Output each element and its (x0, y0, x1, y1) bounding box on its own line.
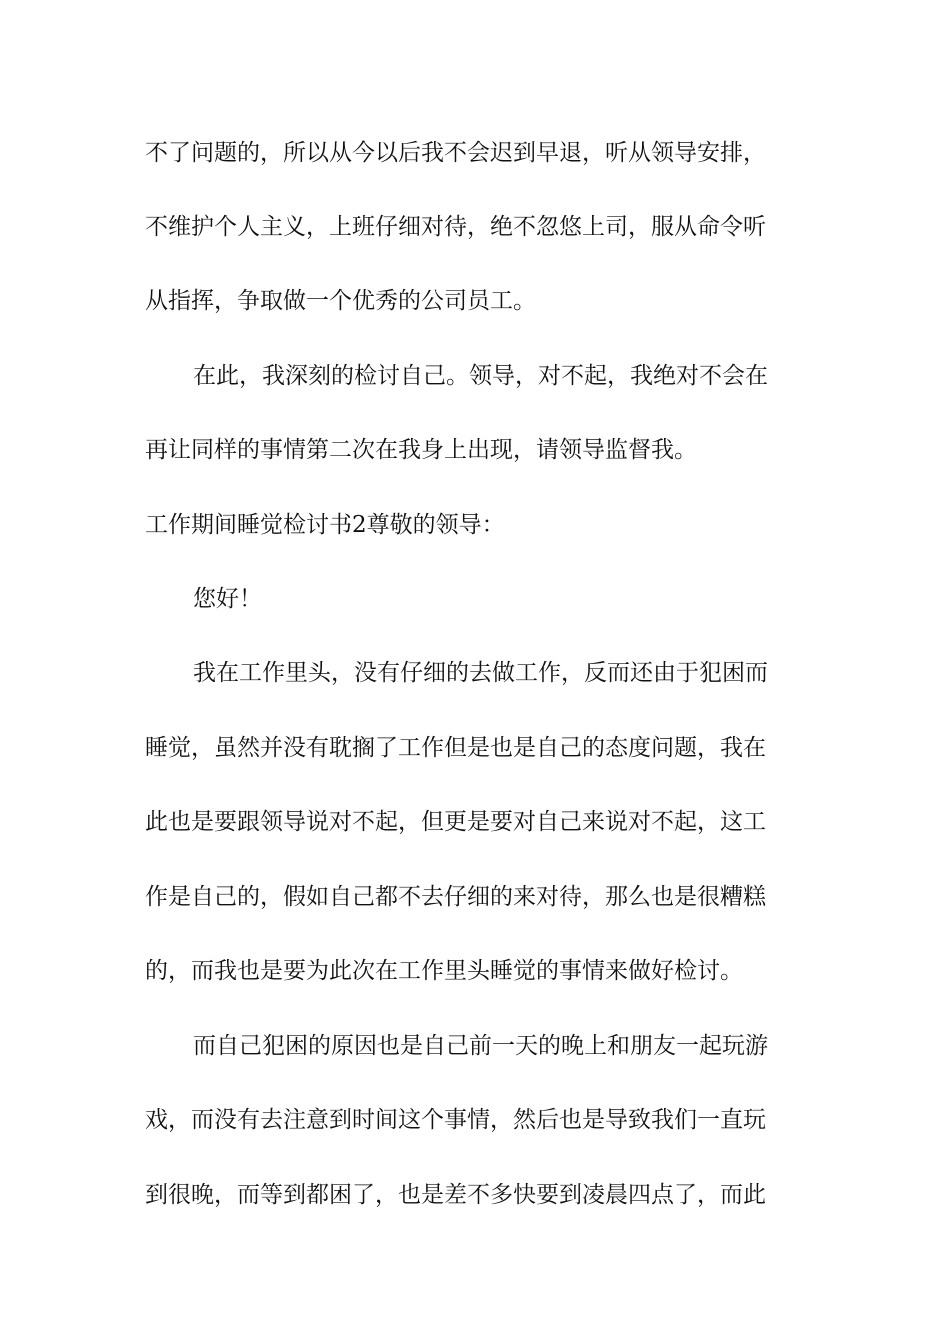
text-line: 不了问题的，所以从今以后我不会迟到早退，听从领导安排， (145, 140, 766, 166)
section-heading: 工作期间睡觉检讨书2尊敬的领导： (145, 512, 505, 538)
text-line: 在此，我深刻的检讨自己。领导，对不起，我绝对不会在 (193, 363, 768, 389)
text-line: 而自己犯困的原因也是自己前一天的晚上和朋友一起玩游 (193, 1033, 768, 1059)
text-line: 戏，而没有去注意到时间这个事情，然后也是导致我们一直玩 (145, 1107, 766, 1133)
text-line: 的，而我也是要为此次在工作里头睡觉的事情来做好检讨。 (145, 958, 743, 984)
text-line: 此也是要跟领导说对不起，但更是要对自己来说对不起，这工 (145, 809, 766, 835)
text-line: 到很晚，而等到都困了，也是差不多快要到凌晨四点了，而此 (145, 1182, 766, 1208)
text-line: 再让同样的事情第二次在我身上出现，请领导监督我。 (145, 437, 697, 463)
text-line: 从指挥，争取做一个优秀的公司员工。 (145, 288, 536, 314)
text-line: 我在工作里头，没有仔细的去做工作，反而还由于犯困而 (193, 660, 768, 686)
greeting: 您好！ (193, 586, 262, 612)
text-line: 睡觉，虽然并没有耽搁了工作但是也是自己的态度问题，我在 (145, 735, 766, 761)
text-line: 不维护个人主义，上班仔细对待，绝不忽悠上司，服从命令听 (145, 214, 766, 240)
text-line: 作是自己的，假如自己都不去仔细的来对待，那么也是很糟糕 (145, 884, 766, 910)
